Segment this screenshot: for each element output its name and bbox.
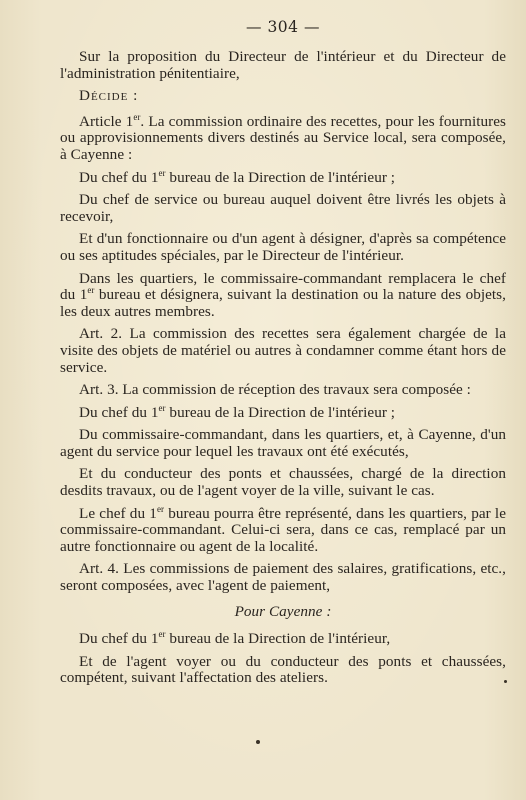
page-number: — 304 — — [246, 18, 320, 36]
paragraph: Et d'un fonctionnaire ou d'un agent à désigner, d'après sa compétence ou ses aptitudes spéciales, par le Directeur de l'intérieur. — [60, 230, 506, 264]
paragraph: Du chef du 1er bureau de la Direction de l'intérieur ; — [79, 402, 396, 421]
paragraph: Du chef du 1er bureau de la Direction de l'intérieur, — [79, 629, 391, 648]
ink-speck — [256, 740, 260, 744]
paragraph: Du chef de service ou bureau auquel doivent être livrés les objets à recevoir, — [60, 191, 506, 225]
paragraph: Sur la proposition du Directeur de l'intérieur et du Directeur de l'administration pénitentiaire, — [60, 48, 506, 82]
paragraph: Le chef du 1er bureau pourra être représenté, dans les quartiers, par le commissaire-commandant. Celui-ci sera, dans ce cas, remplacé par un autre fonctionnaire ou agent de la localité. — [60, 503, 506, 555]
paragraph: Art. 3. La commission de réception des travaux sera composée : — [79, 381, 471, 399]
body-text — [60, 49, 506, 687]
section-subheading: Pour Cayenne : — [234, 602, 332, 620]
paragraph: Art. 2. La commission des recettes sera également chargée de la visite des objets de matériel ou autres à condamner comme étant hors de service. — [60, 325, 506, 376]
paragraph: Du commissaire-commandant, dans les quartiers, et, à Cayenne, d'un agent du service pour lequel les travaux ont été exécutés, — [60, 426, 506, 460]
paragraph: Et du conducteur des ponts et chaussées, chargé de la direction desdits travaux, ou de l'agent voyer de la ville, suivant le cas. — [60, 465, 506, 500]
paragraph: Dans les quartiers, le commissaire-commandant remplacera le chef du 1er bureau et désignera, suivant la destination ou la nature des objets, les deux autres membres. — [60, 269, 506, 320]
paragraph: Article 1er. La commission ordinaire des recettes, pour les fournitures ou approvisionnements divers destinés au Service local, sera composée, à Cayenne : — [60, 111, 506, 163]
ink-speck — [504, 680, 507, 683]
paragraph: Art. 4. Les commissions de paiement des salaires, gratifications, etc., seront composées, avec l'agent de paiement, — [60, 560, 506, 595]
paragraph: Et de l'agent voyer ou du conducteur des ponts et chaussées, compétent, suivant l'affectation des ateliers. — [60, 652, 506, 687]
decide-heading: Décide : — [79, 87, 139, 105]
paragraph: Du chef du 1er bureau de la Direction de l'intérieur ; — [79, 167, 396, 186]
